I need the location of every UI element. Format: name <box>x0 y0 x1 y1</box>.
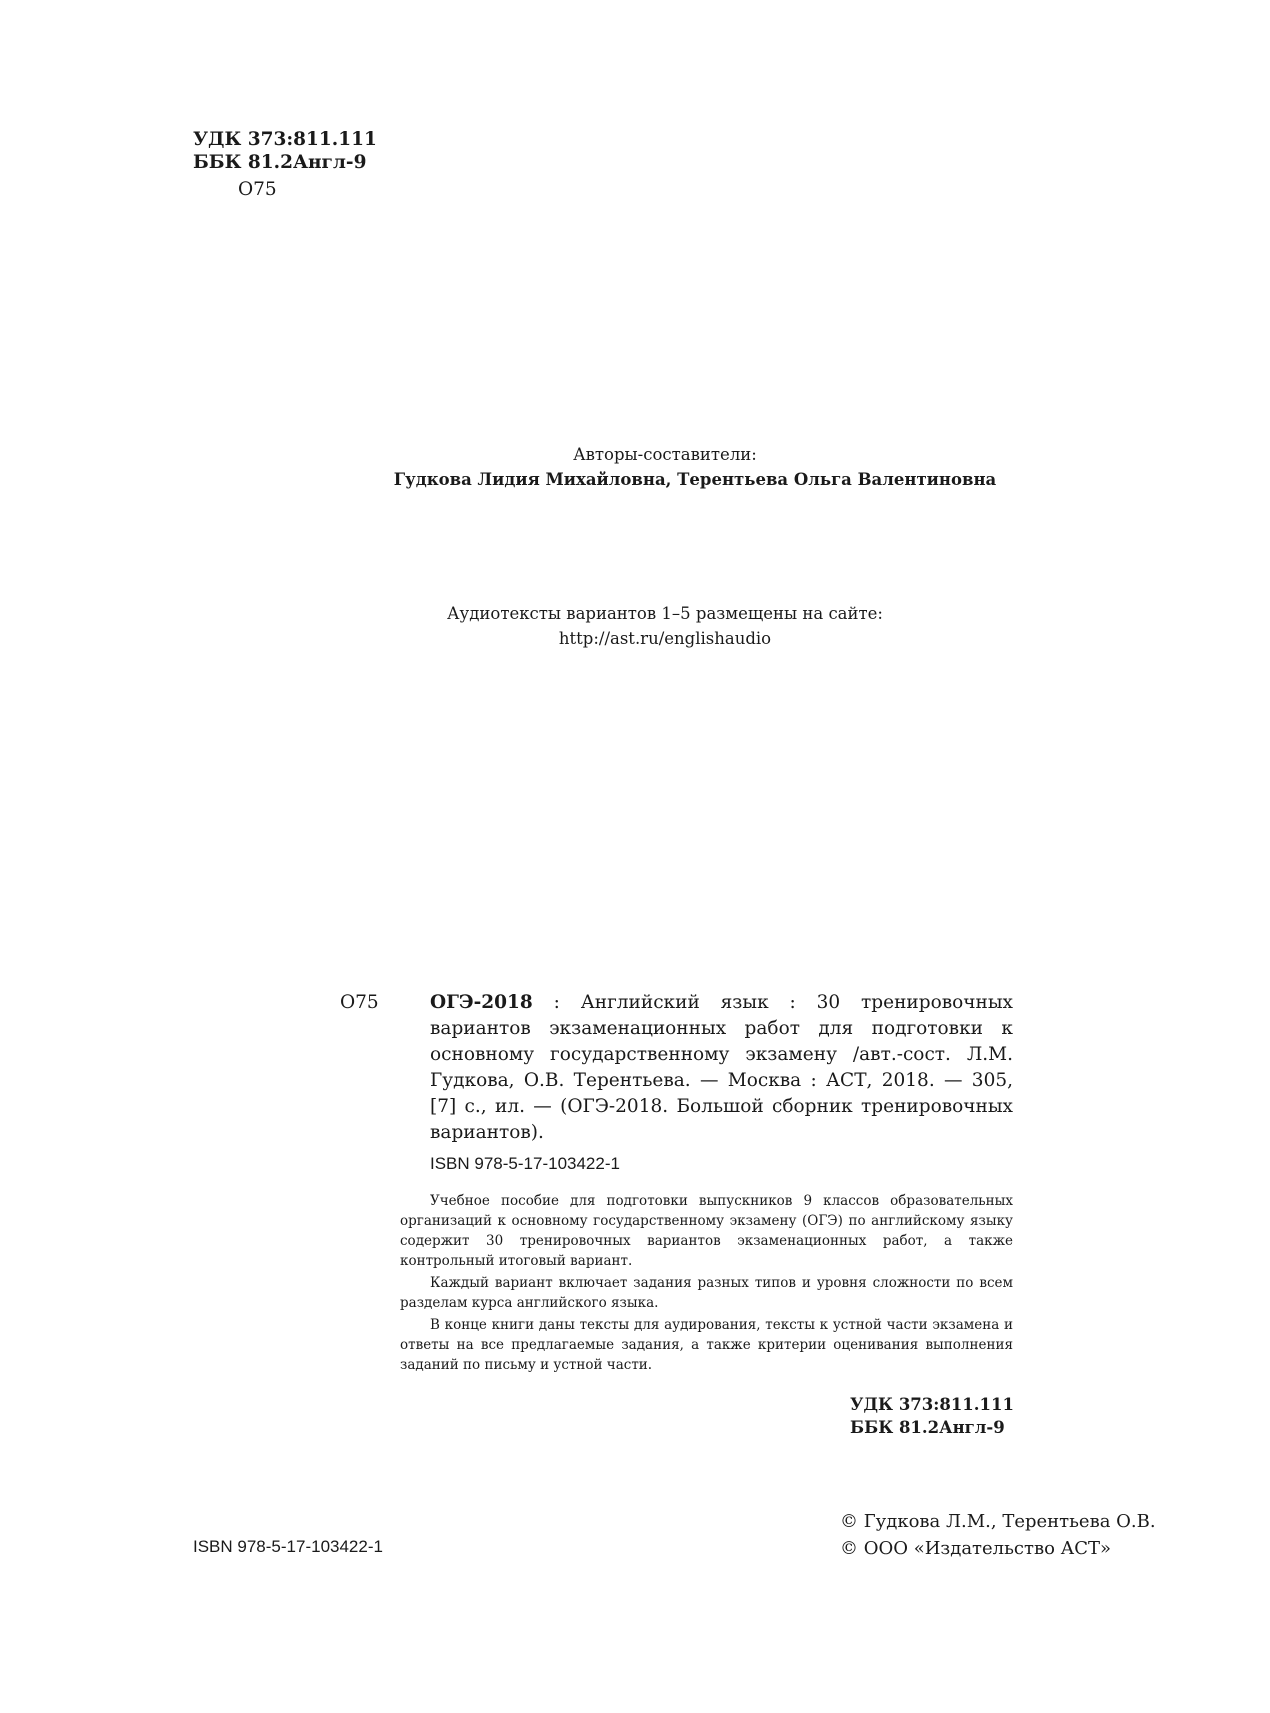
catalog-author-mark: О75 <box>340 992 379 1013</box>
authors-block <box>0 442 1270 492</box>
udk-code: УДК 373:811.111 <box>193 129 377 150</box>
catalog-udk: УДК 373:811.111 <box>850 1395 1014 1414</box>
annotation-paragraph: Каждый вариант включает задания разных типов и уровня сложности по всем разделам курса английского языка. <box>400 1275 1013 1311</box>
authors-heading: Авторы-составители: <box>573 445 757 464</box>
annotation <box>400 1191 1013 1377</box>
bottom-isbn: ISBN 978-5-17-103422-1 <box>193 1537 383 1556</box>
audio-url: http://ast.ru/englishaudio <box>558 629 772 648</box>
catalog-bbk: ББК 81.2Англ-9 <box>850 1418 1005 1437</box>
copyright-publisher: © ООО «Издательство АСТ» <box>840 1538 1112 1559</box>
catalog-classification <box>850 1393 1014 1439</box>
catalog-title: ОГЭ-2018 <box>430 992 533 1013</box>
catalog-description-text: : Английский язык : 30 тренировочных вариантов экзаменационных работ для подготовки к основному государственному экзамену /авт.-сост. Л.М. Гудкова, О.В. Терентьева. — Москва : АСТ, 2018. — 305, [7] с., ил. — (ОГЭ-2018. Большой сборник тренировочных вариантов). <box>430 992 1013 1143</box>
audio-note <box>0 601 1270 651</box>
author-mark: О75 <box>238 179 277 200</box>
copyright-block <box>840 1508 1156 1562</box>
copyright-authors: © Гудкова Л.М., Терентьева О.В. <box>840 1511 1156 1532</box>
catalog-description <box>430 990 1013 1146</box>
annotation-paragraph: Учебное пособие для подготовки выпускников 9 классов образовательных организаций к основному государственному экзамену (ОГЭ) по английскому языку содержит 30 тренировочных вариантов экзаменационных работ, а также контрольный итоговый вариант. <box>400 1193 1013 1269</box>
bbk-code: ББК 81.2Англ-9 <box>193 152 367 173</box>
annotation-paragraph: В конце книги даны тексты для аудирования, тексты к устной части экзамена и ответы на все предлагаемые задания, а также критерии оценивания выполнения заданий по письму и устной части. <box>400 1317 1013 1373</box>
catalog-isbn: ISBN 978-5-17-103422-1 <box>430 1154 620 1173</box>
authors-names: Гудкова Лидия Михайловна, Терентьева Ольга Валентиновна <box>393 470 997 489</box>
audio-note-text: Аудиотексты вариантов 1–5 размещены на сайте: <box>447 604 883 623</box>
top-classification <box>193 128 377 201</box>
